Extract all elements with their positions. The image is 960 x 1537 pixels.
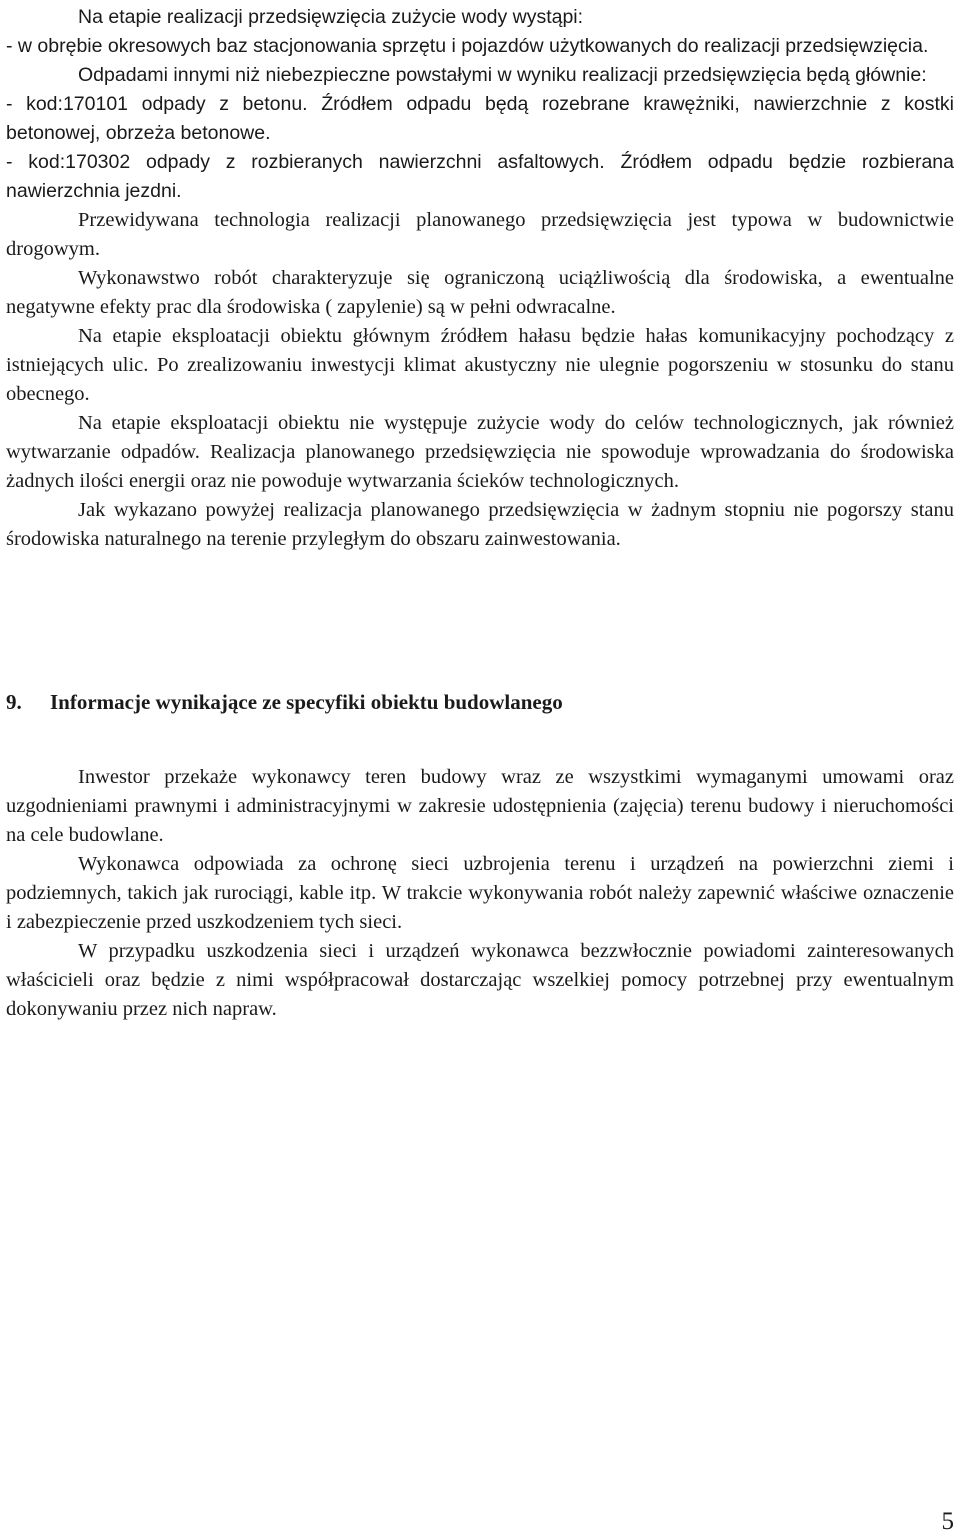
waste-source-concrete: Źródłem odpadu będą rozebrane krawężniki, nawierzchnie z kostki betonowej, obrzeża betonowe. [6, 93, 955, 144]
paragraph-waste-intro: Odpadami innymi niż niebezpieczne powstałymi w wyniku realizacji przedsięwzięcia będą głównie: [78, 64, 927, 86]
paragraph-damage-notification: W przypadku uszkodzenia sieci i urządzeń wykonawca bezzwłocznie powiadomi zainteresowanych właścicieli oraz będzie z nimi współpracował dostarczając wszelkiej pomocy potrzebnej przy ewentualnym dokonywaniu przez nich napraw. [6, 940, 954, 1020]
section-9-body [6, 763, 954, 1024]
paragraph-technology: Przewidywana technologia realizacji planowanego przedsięwzięcia jest typowa w budownictwie drogowym. [6, 209, 954, 260]
paragraph-operation-water: Na etapie eksploatacji obiektu nie występuje zużycie wody do celów technologicznych, jak również wytwarzanie odpadów. Realizacja planowanego przedsięwzięcia nie spowoduje wprowadzania do środowiska żadnych ilości energii oraz nie powoduje wytwarzania ścieków technologicznych. [6, 412, 954, 492]
paragraph-investor-handover: Inwestor przekaże wykonawcy teren budowy wraz ze wszystkimi wymaganymi umowami oraz uzgodnieniami prawnymi i administracyjnymi w zakresie udostępnienia (zajęcia) terenu budowy i nieruchomości na cele budowlane. [6, 766, 954, 846]
section-title: Informacje wynikające ze specyfiki obiektu budowlanego [50, 690, 563, 714]
section-heading-9 [6, 688, 563, 717]
paragraph-contractor-protection: Wykonawca odpowiada za ochronę sieci uzbrojenia terenu i urządzeń na powierzchni ziemi i podziemnych, takich jak rurociągi, kable itp. W trakcie wykonywania robót należy zapewnić właściwe oznaczenie i zabezpieczenie przed uszkodzeniem tych sieci. [6, 853, 954, 933]
paragraph-waste-concrete [6, 90, 954, 148]
waste-code-170101: - kod:170101 odpady z betonu. [6, 93, 322, 115]
paragraph-noise: Na etapie eksploatacji obiektu głównym źródłem hałasu będzie hałas komunikacyjny pochodzący z istniejących ulic. Po zrealizowaniu inwestycji klimat akustyczny nie ulegnie pogorszeniu w stosunku do stanu obecnego. [6, 325, 954, 405]
waste-source-asphalt: Źródłem odpadu będzie rozbierana nawierzchnia jezdni. [6, 151, 954, 202]
paragraph-conclusion: Jak wykazano powyżej realizacja planowanego przedsięwzięcia w żadnym stopniu nie pogorszy stanu środowiska naturalnego na terenie przyległym do obszaru zainwestowania. [6, 499, 954, 550]
paragraph-water-use-intro: Na etapie realizacji przedsięwzięcia zużycie wody wystąpi: [78, 6, 584, 28]
section-number: 9. [6, 690, 22, 714]
document-page [6, 0, 955, 1020]
waste-code-170302: - kod:170302 odpady z rozbieranych nawierzchni asfaltowych. [6, 151, 621, 173]
paragraph-waste-asphalt [6, 148, 954, 206]
paragraph-works-impact: Wykonawstwo robót charakteryzuje się ograniczoną uciążliwością dla środowiska, a ewentualne negatywne efekty prac dla środowiska ( zapylenie) są w pełni odwracalne. [6, 267, 954, 318]
page-number: 5 [941, 1508, 954, 1535]
paragraph-water-use-bases: - w obrębie okresowych baz stacjonowania sprzętu i pojazdów użytkowanych do realizacji przedsięwzięcia. [6, 35, 929, 57]
